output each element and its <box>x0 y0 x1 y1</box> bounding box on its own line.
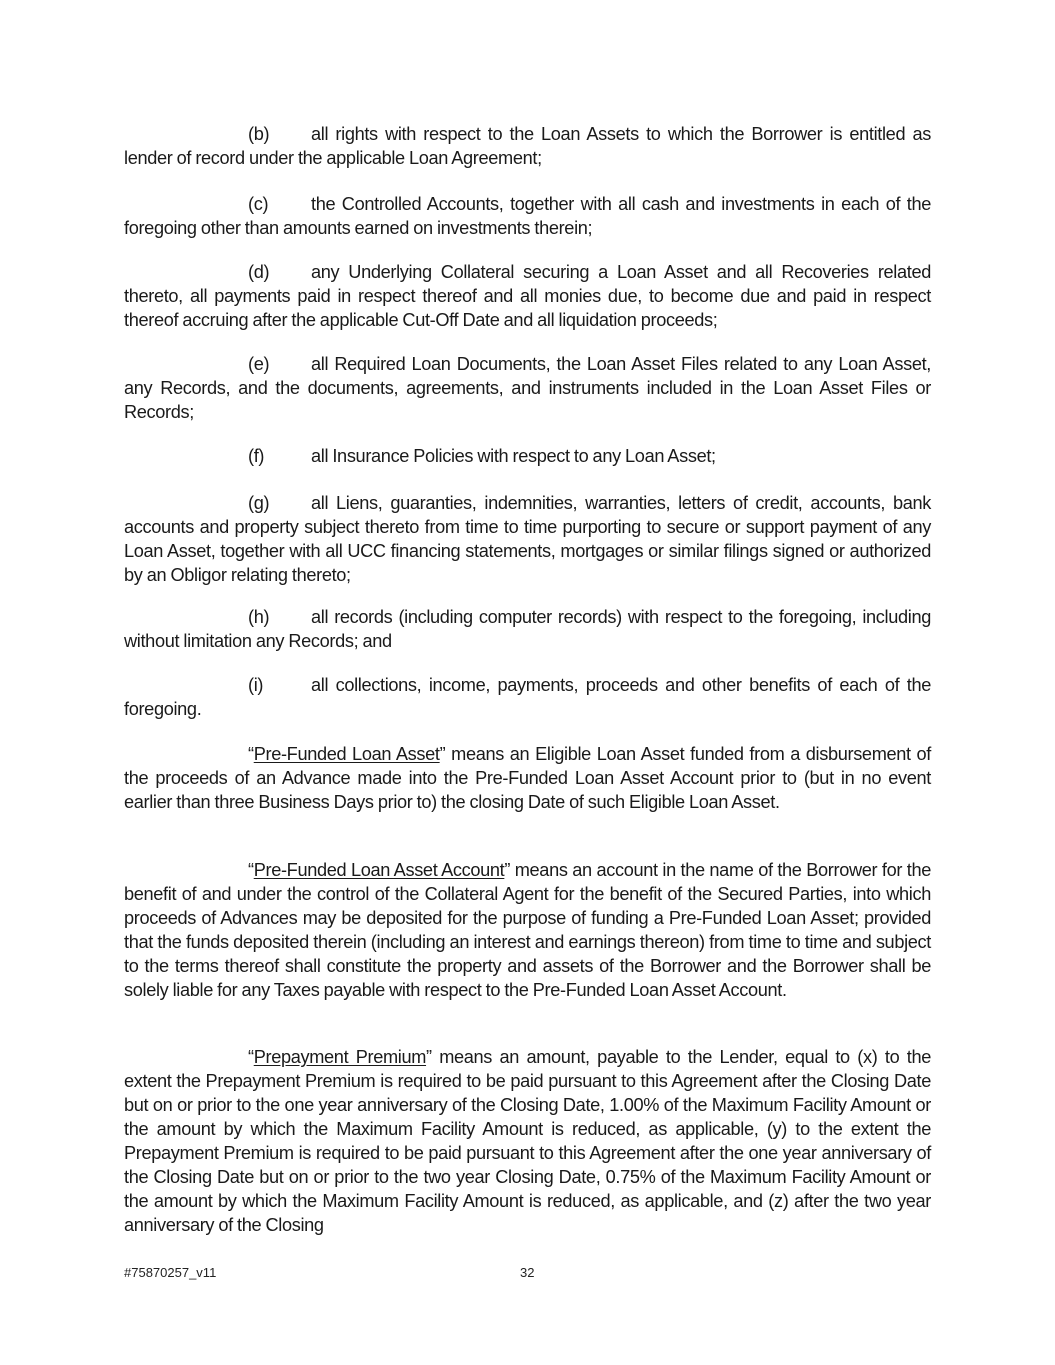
close-quote: ” <box>504 860 511 880</box>
item-text: all rights with respect to the Loan Assets to which the Borrower is entitled as lender of record under the applicable Loan Agreement; <box>124 124 931 168</box>
list-item <box>124 605 931 653</box>
footer-document-id: #75870257_v11 <box>124 1265 217 1280</box>
item-text: all Liens, guaranties, indemnities, warranties, letters of credit, accounts, bank accounts and property subject thereto from time to time purporting to secure or support payment of any Loan Asset, together with all UCC financing statements, mortgages or similar filings signed or authorized by an Obligor relating thereto; <box>124 493 931 585</box>
list-item <box>124 192 931 240</box>
list-item <box>124 122 931 170</box>
definition-prepayment-premium <box>124 1045 931 1237</box>
item-text: the Controlled Accounts, together with all cash and investments in each of the foregoing other than amounts earned on investments therein; <box>124 194 931 238</box>
list-item <box>124 444 931 468</box>
list-item <box>124 352 931 424</box>
item-label: (f) <box>248 446 265 466</box>
defined-term: Pre-Funded Loan Asset <box>253 744 440 764</box>
item-text: any Underlying Collateral securing a Loan Asset and all Recoveries related thereto, all payments paid in respect thereof and all monies due, to become due and paid in respect thereof accruing after the applicable Cut-Off Date and all liquidation proceeds; <box>124 262 931 330</box>
item-label: (g) <box>248 493 270 513</box>
item-label: (b) <box>248 124 270 144</box>
definition-text: means an Eligible Loan Asset funded from a disbursement of the proceeds of an Advance made into the Pre-Funded Loan Asset Account prior to (but in no event earlier than three Business Days prior to) the closing Date of such Eligible Loan Asset. <box>124 744 931 812</box>
open-quote: “ <box>248 860 254 880</box>
list-item <box>124 491 931 587</box>
close-quote: ” <box>439 744 446 764</box>
defined-term: Pre-Funded Loan Asset Account <box>253 860 505 880</box>
close-quote: ” <box>426 1047 432 1067</box>
item-label: (c) <box>248 194 269 214</box>
item-text: all records (including computer records) with respect to the foregoing, including without limitation any Records; and <box>124 607 931 651</box>
list-item <box>124 260 931 332</box>
definition-text: means an account in the name of the Borrower for the benefit of and under the control of the Collateral Agent for the benefit of the Secured Parties, into which proceeds of Advances may be deposited for the purpose of funding a Pre-Funded Loan Asset; provided that the funds deposited therein (including an interest and earnings thereon) from time to time and subject to the terms thereof shall constitute the property and assets of the Borrower and the Borrower shall be solely liable for any Taxes payable with respect to the Pre-Funded Loan Asset Account. <box>124 860 931 1000</box>
item-label: (h) <box>248 607 270 627</box>
open-quote: “ <box>248 1047 254 1067</box>
item-text: all Insurance Policies with respect to any Loan Asset; <box>311 446 716 466</box>
definition-pre-funded-loan-asset-account <box>124 858 931 1002</box>
definition-pre-funded-loan-asset <box>124 742 931 814</box>
item-label: (e) <box>248 354 270 374</box>
defined-term: Prepayment Premium <box>253 1047 427 1067</box>
open-quote: “ <box>248 744 254 764</box>
item-label: (i) <box>248 675 264 695</box>
item-text: all collections, income, payments, proceeds and other benefits of each of the foregoing. <box>124 675 931 719</box>
footer-page-number: 32 <box>520 1265 535 1280</box>
item-text: all Required Loan Documents, the Loan Asset Files related to any Loan Asset, any Records, and the documents, agreements, and instruments included in the Loan Asset Files or Records; <box>124 354 931 422</box>
list-item <box>124 673 931 721</box>
item-label: (d) <box>248 262 270 282</box>
definition-text: means an amount, payable to the Lender, equal to (x) to the extent the Prepayment Premium is required to be paid pursuant to this Agreement after the Closing Date but on or prior to the one year anniversary of the Closing Date, 1.00% of the Maximum Facility Amount or the amount by which the Maximum Facility Amount is reduced, as applicable, (y) to the extent the Prepayment Premium is required to be paid pursuant to this Agreement after the one year anniversary of the Closing Date but on or prior to the two year Closing Date, 0.75% of the Maximum Facility Amount or the amount by which the Maximum Facility Amount is reduced, as applicable, and (z) after the two year anniversary of the Closing <box>124 1047 932 1235</box>
